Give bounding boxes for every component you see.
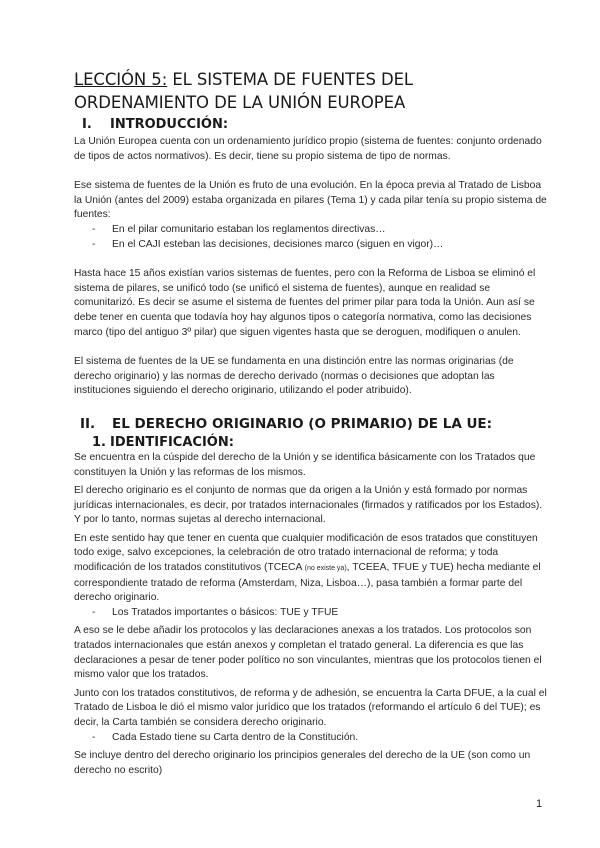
- section-heading-intro: [82, 116, 550, 133]
- page-number: 1: [536, 798, 543, 810]
- paragraph: Se encuentra en la cúspide del derecho de la Unión y se identifica básicamente con los Tratados que constituyen la Unión y las reformas de los mismos.: [74, 451, 536, 478]
- paragraph: El sistema de fuentes de la UE se fundamenta en una distinción entre las normas originarias (de derecho originario) y las normas de derecho derivado (normas o decisiones que adoptan las instituciones siguiendo el derecho originario, utilizando el poder atribuido).: [74, 356, 514, 397]
- list-item: - Los Tratados importantes o básicos: TUE y TFUE: [74, 606, 550, 621]
- paragraph: [74, 532, 550, 606]
- paragraph-text: En este sentido hay que tener en cuenta que cualquier modificación de esos tratados que constituyen todo exige, salvo excepciones, la celebración de otro tratado internacional de reforma; y toda modificación de los tratados constitutivos (TCECA: [74, 532, 538, 574]
- lesson-title: [74, 68, 550, 114]
- section-heading-originario: [80, 416, 550, 433]
- subsection-title: IDENTIFICACIÓN:: [110, 434, 234, 450]
- small-note: (no existe ya): [304, 565, 347, 573]
- paragraph-text: , TCEEA, TFUE y TUE) hecha mediante el correspondiente tratado de reforma (Amsterdam, Niza, Lisboa…), pasa también a formar parte del derecho originario.: [74, 562, 541, 604]
- paragraph: Junto con los tratados constitutivos, de reforma y de adhesión, se encuentra la Carta DFUE, a la cual el Tratado de Lisboa le dió el mismo valor jurídico que los tratados (reformando el artículo 6 del TUE); es decir, la Carta también se considera derecho originario.: [74, 687, 547, 728]
- paragraph: El derecho originario es el conjunto de normas que da origen a la Unión y está formado por normas jurídicas internacionales, es decir, por tratados internacionales (firmados y ratificados por los Estados). Y por lo tanto, normas sujetas al derecho internacional.: [74, 485, 543, 526]
- list-item: - En el CAJI esteban las decisiones, decisiones marco (siguen en vigor)…: [74, 238, 550, 253]
- section-number: I.: [82, 117, 92, 132]
- lesson-title-text: EL SISTEMA DE FUENTES DEL ORDENAMIENTO DE LA UNIÓN EUROPEA: [74, 70, 414, 112]
- paragraph: Ese sistema de fuentes de la Unión es fruto de una evolución. En la época previa al Tratado de Lisboa la Unión (antes del 2009) estaba organizada en pilares (Tema 1) y cada pilar tenía su propio sistema de fuentes:: [74, 180, 547, 221]
- paragraph: La Unión Europea cuenta con un ordenamiento jurídico propio (sistema de fuentes: conjunto ordenado de tipos de actos normativos). Es decir, tiene su propio sistema de tipo de normas.: [74, 136, 542, 162]
- paragraph: Se incluye dentro del derecho originario los principios generales del derecho de la UE (son como un derecho no escrito): [74, 750, 531, 776]
- bullet-list: [74, 606, 550, 621]
- subsection-heading: [92, 434, 550, 451]
- list-item: - Cada Estado tiene su Carta dentro de la Constitución.: [74, 731, 550, 746]
- section-title: EL DERECHO ORIGINARIO (O PRIMARIO) DE LA UE:: [112, 415, 493, 432]
- bullet-list: [74, 223, 550, 252]
- paragraph: Hasta hace 15 años existían varios sistemas de fuentes, pero con la Reforma de Lisboa se eliminó el sistema de pilares, se unificó todo (se unificó el sistema de fuentes), aunque en realidad se comunitarizó. Es decir se asume el sistema de fuentes del primer pilar para toda la Unión. Aun así se debe tener en cuenta que todavía hoy hay algunos tipos o categoría normativa, como las decisiones marco (tipo del antiguo 3º pilar) que siguen vigentes hasta que se deroguen, modifiquen o anulen.: [74, 268, 536, 338]
- document-page: [74, 68, 550, 778]
- section-number: II.: [80, 415, 96, 432]
- lesson-label: LECCIÓN 5:: [74, 70, 168, 89]
- paragraph: A eso se le debe añadir los protocolos y las declaraciones anexas a los tratados. Los protocolos son tratados internacionales que están anexos y completan el tratado general. La diferencia es que las declaraciones a pesar de tener poder político no son vinculantes, mientras que los protocolos tienen el mismo valor que los tratados.: [74, 625, 542, 681]
- subsection-number: 1.: [92, 434, 106, 450]
- list-item: - En el pilar comunitario estaban los reglamentos directivas…: [74, 223, 550, 238]
- section-title: INTRODUCCIÓN:: [110, 117, 229, 132]
- bullet-list: [74, 731, 550, 746]
